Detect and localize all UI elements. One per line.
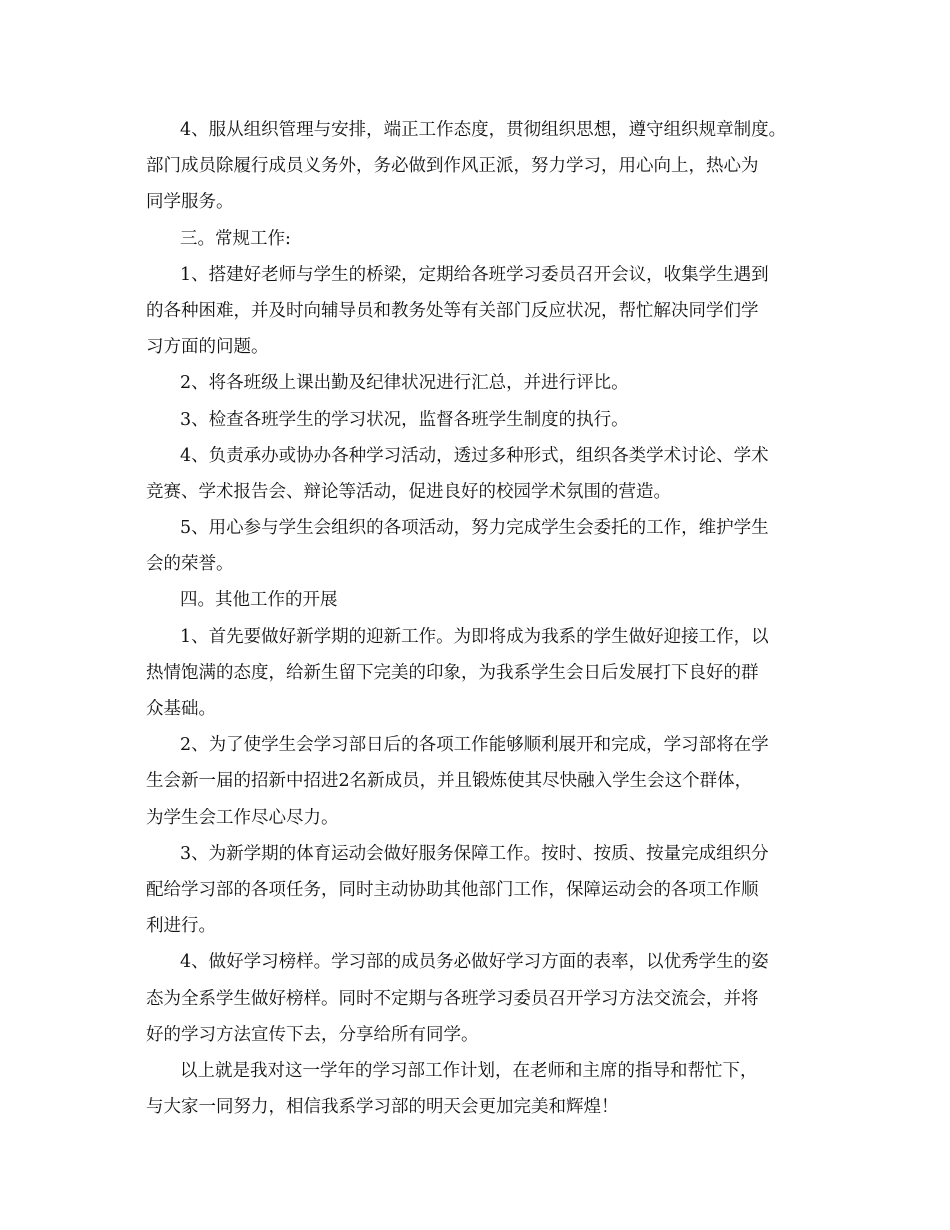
text-line: 同学服务。 [146,192,234,213]
text-line: 的各种困难，并及时向辅导员和教务处等有关部门反应状况，帮忙解决同学们学 [146,300,759,321]
text-line: 热情饱满的态度，给新生留下完美的印象，为我系学生会日后发展打下良好的群 [146,662,759,683]
text-line: 1、首先要做好新学期的迎新工作。为即将成为我系的学生做好迎接工作，以 [180,626,769,647]
text-line: 好的学习方法宣传下去，分享给所有同学。 [146,1024,479,1045]
text-line: 态为全系学生做好榜样。同时不定期与各班学习委员召开学习方法交流会，并将 [146,988,759,1009]
text-line: 生会新一届的招新中招进2名新成员，并且锻炼使其尽快融入学生会这个群体， [146,771,753,792]
text-line: 4、负责承办或协办各种学习活动，透过多种形式，组织各类学术讨论、学术 [180,445,769,466]
text-line: 4、做好学习榜样。学习部的成员务必做好学习方面的表率，以优秀学生的姿 [180,952,769,973]
text-line: 2、为了使学生会学习部日后的各项工作能够顺利展开和完成，学习部将在学 [180,735,769,756]
text-line: 以上就是我对这一学年的学习部工作计划，在老师和主席的指导和帮忙下， [180,1060,758,1081]
text-line: 1、搭建好老师与学生的桥梁，定期给各班学习委员召开会议，收集学生遇到 [180,264,769,285]
text-line: 竞赛、学术报告会、辩论等活动，促进良好的校园学术氛围的营造。 [146,481,671,502]
text-line: 众基础。 [146,699,216,719]
text-line: 习方面的问题。 [146,337,269,358]
text-line: 4、服从组织管理与安排，端正工作态度，贯彻组织思想，遵守组织规章制度。 [180,120,787,140]
text-line: 为学生会工作尽心尽力。 [146,807,339,828]
text-line: 配给学习部的各项任务，同时主动协助其他部门工作，保障运动会的各项工作顺 [146,879,759,900]
document-body [146,112,826,1125]
text-line: 5、用心参与学生会组织的各项活动，努力完成学生会委托的工作，维护学生 [180,518,769,539]
section-heading: 四。其他工作的开展 [180,590,338,611]
text-line: 利进行。 [146,916,216,937]
text-line: 3、为新学期的体育运动会做好服务保障工作。按时、按质、按量完成组织分 [180,843,769,864]
text-line: 部门成员除履行成员义务外，务必做到作风正派，努力学习，用心向上，热心为 [146,156,759,177]
section-heading: 三。常规工作: [180,228,291,249]
text-line: 3、检查各班学生的学习状况，监督各班学生制度的执行。 [180,409,629,430]
text-line: 会的荣誉。 [146,554,234,575]
text-line: 2、将各班级上课出勤及纪律状况进行汇总，并进行评比。 [180,373,629,394]
text-line: 与大家一同努力，相信我系学习部的明天会更加完美和辉煌！ [146,1097,619,1118]
